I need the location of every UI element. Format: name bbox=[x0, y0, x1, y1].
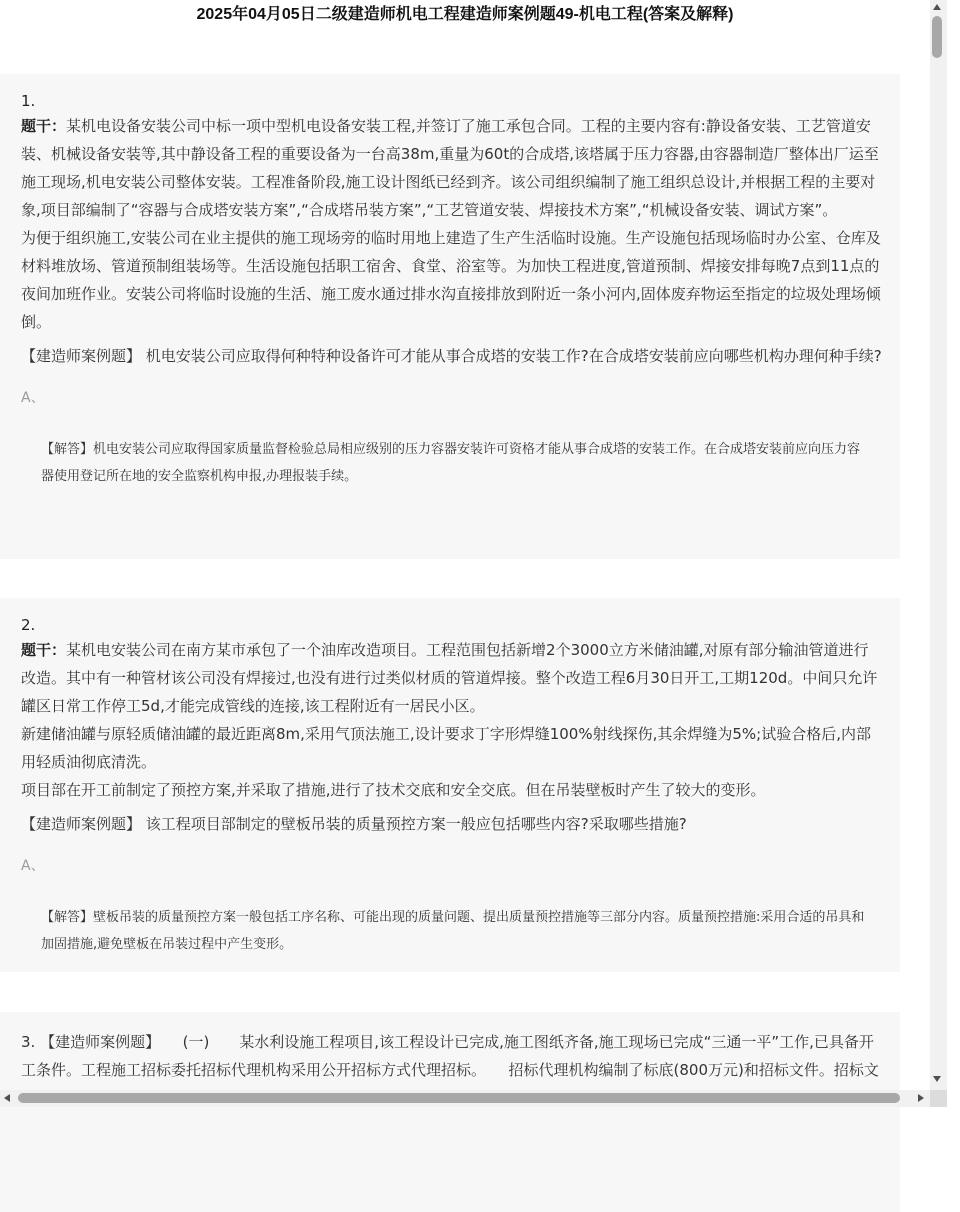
question-number: 3. bbox=[21, 1033, 36, 1051]
question-card-2 bbox=[0, 598, 900, 972]
stem-paragraph: 新建储油罐与原轻质储油罐的最近距离8m,采用气顶法施工,设计要求丁字形焊缝100%射线探伤,其余焊缝为5%;试验合格后,内部用轻质油彻底清洗。 bbox=[21, 725, 871, 771]
question-number: 2. bbox=[21, 616, 36, 634]
scroll-left-arrow-icon[interactable] bbox=[4, 1094, 10, 1102]
question-card-1 bbox=[0, 74, 900, 559]
question-text: 【建造师案例题】 该工程项目部制定的壁板吊装的质量预控方案一般应包括哪些内容?采取哪些措施? bbox=[21, 815, 687, 833]
option-a[interactable]: A、 bbox=[21, 858, 45, 874]
stem-label: 题干： bbox=[21, 641, 67, 659]
question-card-3 bbox=[0, 1012, 900, 1212]
vertical-scrollbar[interactable] bbox=[930, 0, 947, 1090]
scroll-up-arrow-icon[interactable] bbox=[933, 4, 941, 10]
question-text: 【建造师案例题】 机电安装公司应取得何种特种设备许可才能从事合成塔的安装工作?在合成塔安装前应向哪些机构办理何种手续? bbox=[21, 347, 882, 365]
question-number: 1. bbox=[21, 92, 36, 110]
scrollbar-corner bbox=[930, 1090, 947, 1107]
stem-paragraph: 为便于组织施工,安装公司在业主提供的施工现场旁的临时用地上建造了生产生活临时设施。生产设施包括现场临时办公室、仓库及材料堆放场、管道预制组装场等。生活设施包括职工宿舍、食堂、浴室等。为加快工程进度,管道预制、焊接安排每晚7点到11点的夜间加班作业。安装公司将临时设施的生活、施工废水通过排水沟直接排放到附近一条小河内,固体废弃物运至指定的垃圾处理场倾倒。 bbox=[21, 229, 881, 331]
horizontal-scroll-thumb[interactable] bbox=[18, 1093, 900, 1103]
page-title: 2025年04月05日二级建造师机电工程建造师案例题49-机电工程(答案及解释) bbox=[196, 6, 734, 23]
scroll-down-arrow-icon[interactable] bbox=[933, 1076, 941, 1082]
stem-label: 题干： bbox=[21, 117, 67, 135]
vertical-scroll-thumb[interactable] bbox=[932, 16, 942, 58]
stem-text: 某机电设备安装公司中标一项中型机电设备安装工程,并签订了施工承包合同。工程的主要内容有:静设备安装、工艺管道安装、机械设备安装等,其中静设备工程的重要设备为一台高38m,重量为60t的合成塔,该塔属于压力容器,由容器制造厂整体出厂运至施工现场,机电安装公司整体安装。工程准备阶段,施工设计图纸已经到齐。该公司组织编制了施工组织总设计,并根据工程的主要对象,项目部编制了“容器与合成塔安装方案”,“合成塔吊装方案”,“工艺管道安装、焊接技术方案”,“机械设备安装、调试方案”。 bbox=[21, 117, 879, 219]
question-stem bbox=[21, 636, 882, 720]
stem-text: 某机电安装公司在南方某市承包了一个油库改造项目。工程范围包括新增2个3000立方米储油罐,对原有部分输油管道进行改造。其中有一种管材该公司没有焊接过,也没有进行过类似材质的管道焊接。整个改造工程6月30日开工,工期120d。中间只允许罐区日常工作停工5d,才能完成管线的连接,该工程附近有一居民小区。 bbox=[21, 641, 878, 715]
answer-text: 【解答】壁板吊装的质量预控方案一般包括工序名称、可能出现的质量问题、提出质量预控措施等三部分内容。质量预控措施:采用合适的吊具和加固措施,避免壁板在吊装过程中产生变形。 bbox=[41, 910, 865, 952]
option-a[interactable]: A、 bbox=[21, 390, 45, 406]
question-stem bbox=[21, 112, 882, 224]
answer-text: 【解答】机电安装公司应取得国家质量监督检验总局相应级别的压力容器安装许可资格才能从事合成塔的安装工作。在合成塔安装前应向压力容器使用登记所在地的安全监察机构申报,办理报装手续。 bbox=[41, 442, 861, 484]
scroll-right-arrow-icon[interactable] bbox=[918, 1094, 924, 1102]
stem-text: 【建造师案例题】 (一) 某水利设施工程项目,该工程设计已完成,施工图纸齐备,施工现场已完成“三通一平”工作,已具备开工条件。工程施工招标委托招标代理机构采用公开招标方式代理招标。 招标代理机构编制了标底(800万元)和招标文件。招标文 bbox=[21, 1033, 879, 1079]
stem-paragraph: 项目部在开工前制定了预控方案,并采取了措施,进行了技术交底和安全交底。但在吊装壁板时产生了较大的变形。 bbox=[21, 781, 766, 799]
